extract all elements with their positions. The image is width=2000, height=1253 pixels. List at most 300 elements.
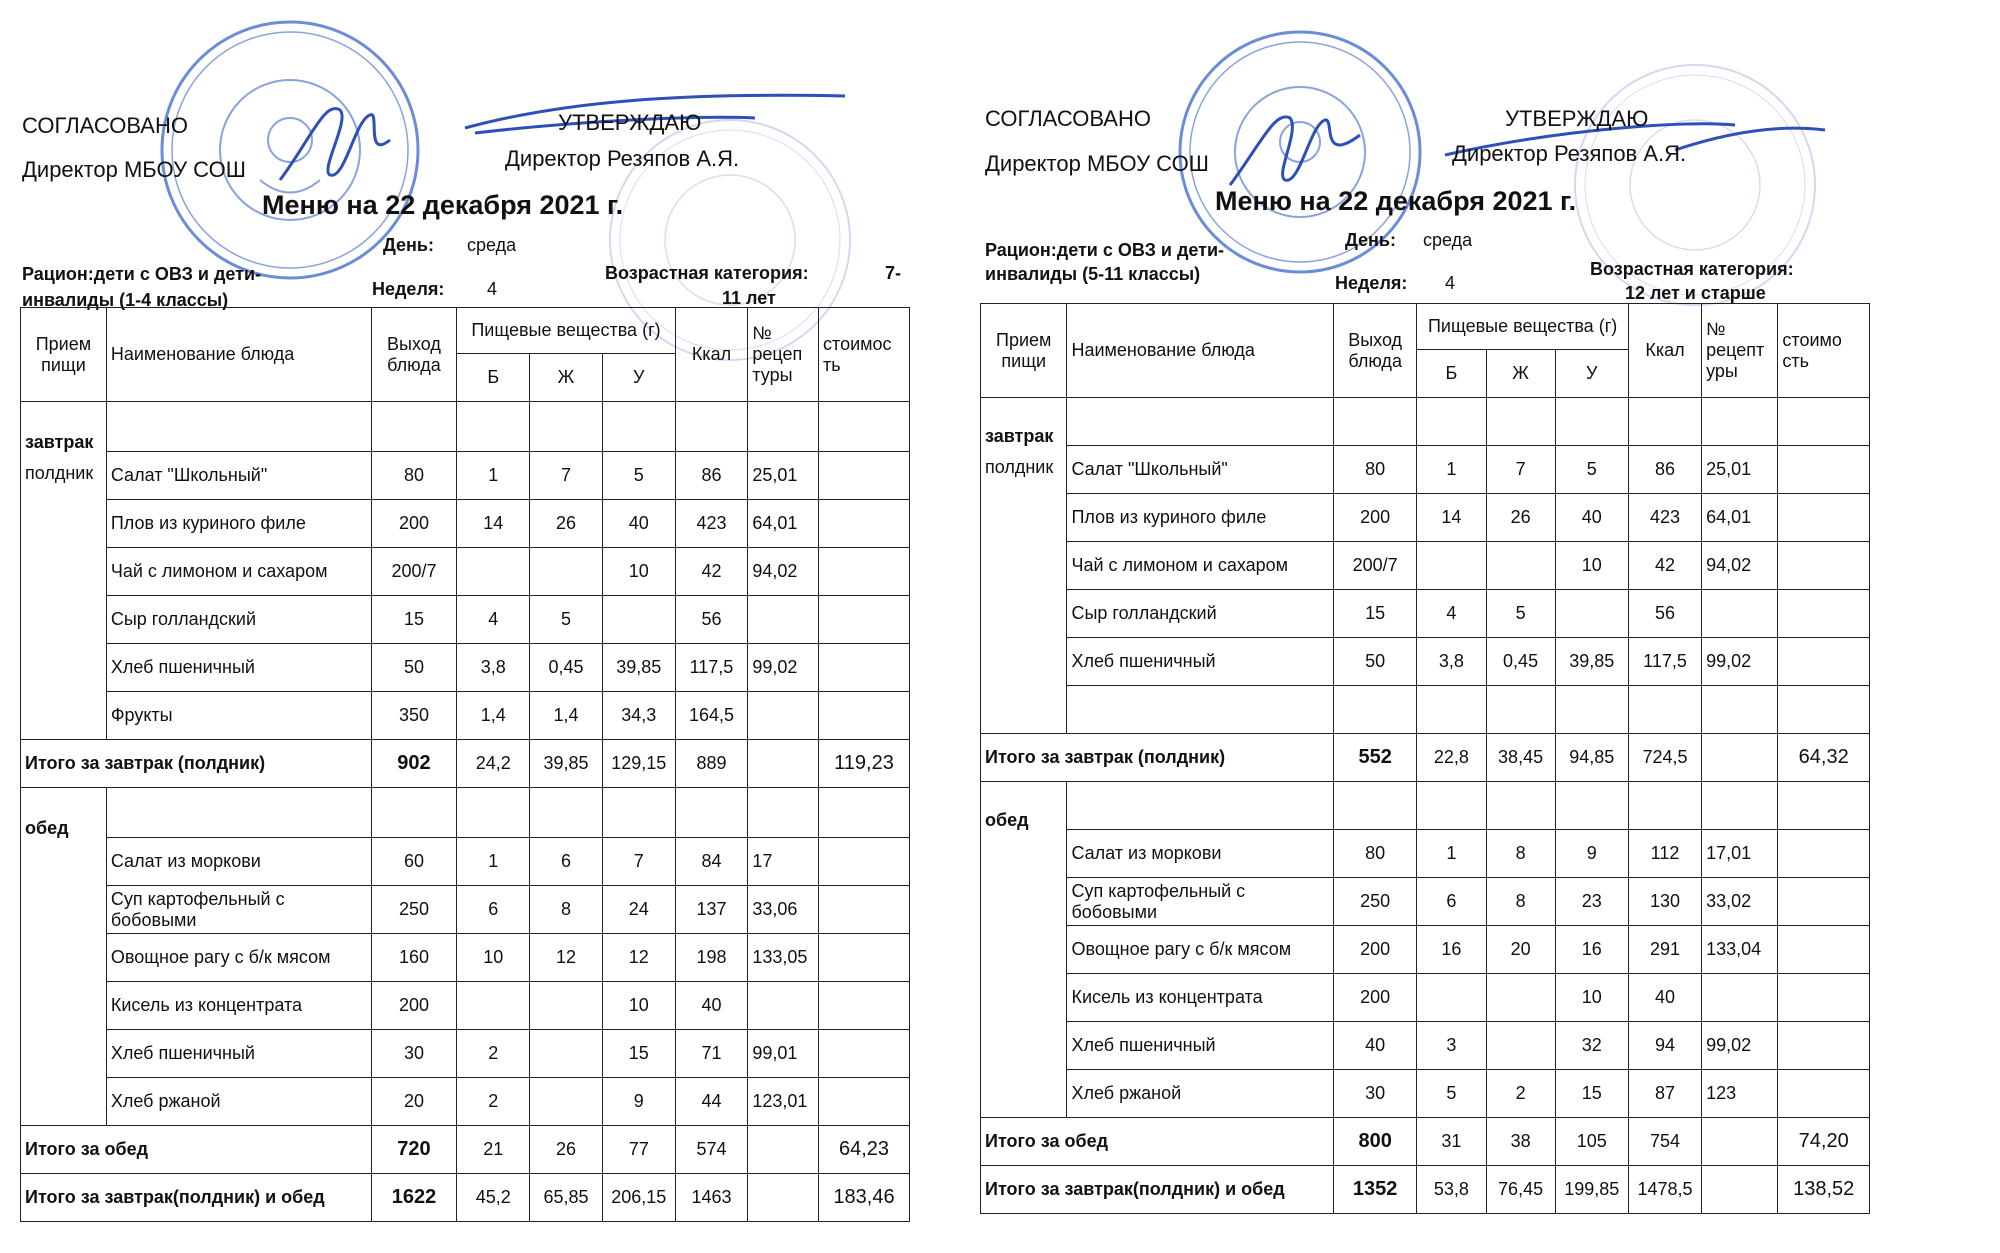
- dish-yield: 350: [371, 692, 457, 740]
- dish-row: [21, 596, 910, 644]
- dish-carbs: [602, 596, 675, 644]
- dish-cost: [819, 1030, 910, 1078]
- dish-yield: 15: [371, 596, 457, 644]
- dish-fat: 0,45: [530, 644, 603, 692]
- director-line: Директор Резяпов А.Я.: [1452, 141, 1687, 166]
- dish-carbs: 5: [1555, 446, 1628, 494]
- total-protein: 24,2: [457, 740, 530, 788]
- header-dish: Наименование блюда: [1067, 304, 1333, 398]
- meal-label: [21, 788, 107, 1126]
- total-carbs: 105: [1555, 1118, 1628, 1166]
- dish-carbs: [1555, 686, 1628, 734]
- dish-cost: [819, 838, 910, 886]
- dish-kcal: 137: [675, 886, 748, 934]
- empty-cell: [819, 788, 910, 838]
- week-value: 4: [1445, 273, 1456, 293]
- empty-cell: [1628, 398, 1701, 446]
- empty-cell: [675, 402, 748, 452]
- dish-name: Хлеб пшеничный: [1067, 1022, 1333, 1070]
- dish-protein: 5: [1417, 1070, 1486, 1118]
- dish-row: [981, 1070, 1870, 1118]
- dish-row: [21, 644, 910, 692]
- dish-yield: 15: [1333, 590, 1416, 638]
- total-label: Итого за обед: [21, 1126, 372, 1174]
- dish-protein: 6: [457, 886, 530, 934]
- empty-cell: [530, 402, 603, 452]
- dish-carbs: 10: [602, 982, 675, 1030]
- approve-label: УТВЕРЖДАЮ: [558, 110, 702, 135]
- header-yield: Выход блюда: [371, 308, 457, 402]
- empty-cell: [1067, 782, 1333, 830]
- dish-kcal: 87: [1628, 1070, 1701, 1118]
- dish-name: Суп картофельный с бобовыми: [106, 886, 371, 934]
- dish-recipe: [748, 692, 819, 740]
- approve-label: УТВЕРЖДАЮ: [1505, 106, 1649, 131]
- empty-cell: [1333, 398, 1416, 446]
- dish-kcal: 44: [675, 1078, 748, 1126]
- header-nutrients: Пищевые вещества (г): [1417, 304, 1629, 350]
- dish-fat: 0,45: [1486, 638, 1555, 686]
- total-label: Итого за обед: [981, 1118, 1334, 1166]
- empty-cell: [602, 402, 675, 452]
- dish-kcal: 117,5: [1628, 638, 1701, 686]
- dish-name: Хлеб пшеничный: [106, 1030, 371, 1078]
- section-row: [981, 398, 1870, 446]
- empty-cell: [602, 788, 675, 838]
- dish-yield: 60: [371, 838, 457, 886]
- dish-row: [21, 982, 910, 1030]
- total-recipe: [1702, 1166, 1778, 1214]
- dish-kcal: 56: [1628, 590, 1701, 638]
- total-label: Итого за завтрак (полдник): [981, 734, 1334, 782]
- dish-protein: 4: [1417, 590, 1486, 638]
- dish-protein: 10: [457, 934, 530, 982]
- header-meal: Прием пищи: [981, 304, 1067, 398]
- empty-cell: [1067, 398, 1333, 446]
- total-row: [21, 1126, 910, 1174]
- dish-yield: 200: [371, 982, 457, 1030]
- dish-carbs: 39,85: [602, 644, 675, 692]
- dish-carbs: 16: [1555, 926, 1628, 974]
- dish-recipe: 64,01: [748, 500, 819, 548]
- empty-cell: [371, 402, 457, 452]
- dish-recipe: 94,02: [1702, 542, 1778, 590]
- dish-row: [981, 878, 1870, 926]
- dish-row: [21, 1030, 910, 1078]
- dish-yield: 30: [1333, 1070, 1416, 1118]
- dish-row: [981, 638, 1870, 686]
- header-cost: стоимос ть: [819, 308, 910, 402]
- total-protein: 31: [1417, 1118, 1486, 1166]
- dish-protein: 14: [1417, 494, 1486, 542]
- dish-row: [21, 838, 910, 886]
- dish-yield: [1333, 686, 1416, 734]
- total-cost: 74,20: [1778, 1118, 1870, 1166]
- empty-cell: [1486, 398, 1555, 446]
- total-recipe: [1702, 734, 1778, 782]
- total-row: [981, 1118, 1870, 1166]
- dish-fat: 8: [530, 886, 603, 934]
- dish-fat: 7: [1486, 446, 1555, 494]
- total-carbs: 94,85: [1555, 734, 1628, 782]
- dish-yield: 50: [371, 644, 457, 692]
- empty-cell: [1486, 782, 1555, 830]
- approver-line: Директор МБОУ СОШ: [22, 157, 246, 182]
- total-recipe: [748, 1174, 819, 1222]
- total-fat: 38: [1486, 1118, 1555, 1166]
- dish-name: [1067, 686, 1333, 734]
- header-u: У: [1555, 350, 1628, 398]
- week-label: Неделя:: [372, 279, 445, 299]
- dish-protein: [1417, 542, 1486, 590]
- dish-kcal: 130: [1628, 878, 1701, 926]
- dish-fat: [530, 982, 603, 1030]
- dish-recipe: [1702, 590, 1778, 638]
- dish-name: Хлеб пшеничный: [1067, 638, 1333, 686]
- section-row: [21, 788, 910, 838]
- dish-row: [981, 494, 1870, 542]
- dish-carbs: 5: [602, 452, 675, 500]
- total-kcal: 574: [675, 1126, 748, 1174]
- total-carbs: 206,15: [602, 1174, 675, 1222]
- dish-name: Фрукты: [106, 692, 371, 740]
- total-fat: 65,85: [530, 1174, 603, 1222]
- meal-label: [21, 402, 107, 740]
- dish-yield: 40: [1333, 1022, 1416, 1070]
- dish-kcal: 86: [675, 452, 748, 500]
- dish-recipe: 64,01: [1702, 494, 1778, 542]
- dish-protein: 2: [457, 1030, 530, 1078]
- dish-protein: [1417, 974, 1486, 1022]
- empty-cell: [1702, 782, 1778, 830]
- week-value: 4: [487, 279, 498, 299]
- menu-table: [980, 303, 1870, 1214]
- dish-yield: 80: [1333, 830, 1416, 878]
- total-yield: 800: [1333, 1118, 1416, 1166]
- dish-protein: 1: [457, 452, 530, 500]
- age-label: Возрастная категория:: [1590, 259, 1794, 279]
- dish-protein: [1417, 686, 1486, 734]
- ration-line2: инвалиды (5-11 классы): [985, 264, 1201, 284]
- dish-cost: [819, 692, 910, 740]
- dish-fat: 2: [1486, 1070, 1555, 1118]
- dish-carbs: 39,85: [1555, 638, 1628, 686]
- dish-kcal: 112: [1628, 830, 1701, 878]
- dish-recipe: 33,02: [1702, 878, 1778, 926]
- header-row: [981, 304, 1870, 350]
- dish-kcal: 40: [675, 982, 748, 1030]
- dish-cost: [1778, 974, 1870, 1022]
- dish-cost: [1778, 830, 1870, 878]
- dish-fat: [1486, 686, 1555, 734]
- total-yield: 902: [371, 740, 457, 788]
- dish-recipe: 94,02: [748, 548, 819, 596]
- total-recipe: [1702, 1118, 1778, 1166]
- dish-cost: [1778, 1022, 1870, 1070]
- header-recipe: № рецепт уры: [1702, 304, 1778, 398]
- total-cost: 64,23: [819, 1126, 910, 1174]
- dish-kcal: 164,5: [675, 692, 748, 740]
- empty-cell: [457, 402, 530, 452]
- dish-name: Хлеб ржаной: [106, 1078, 371, 1126]
- dish-protein: 16: [1417, 926, 1486, 974]
- dish-yield: 200/7: [1333, 542, 1416, 590]
- dish-carbs: 34,3: [602, 692, 675, 740]
- total-protein: 21: [457, 1126, 530, 1174]
- dish-yield: 20: [371, 1078, 457, 1126]
- dish-row: [21, 452, 910, 500]
- day-value: среда: [1423, 230, 1473, 250]
- empty-cell: [1555, 782, 1628, 830]
- dish-carbs: 9: [602, 1078, 675, 1126]
- dish-carbs: 10: [602, 548, 675, 596]
- header-row: [21, 308, 910, 354]
- dish-name: Плов из куриного филе: [106, 500, 371, 548]
- empty-cell: [106, 402, 371, 452]
- empty-cell: [530, 788, 603, 838]
- age-label: Возрастная категория:: [605, 263, 809, 283]
- dish-carbs: 40: [602, 500, 675, 548]
- dish-protein: 1: [1417, 830, 1486, 878]
- dish-cost: [819, 500, 910, 548]
- total-protein: 45,2: [457, 1174, 530, 1222]
- dish-carbs: 15: [602, 1030, 675, 1078]
- dish-protein: 3,8: [457, 644, 530, 692]
- dish-protein: 14: [457, 500, 530, 548]
- total-yield: 1352: [1333, 1166, 1416, 1214]
- dish-yield: 80: [1333, 446, 1416, 494]
- total-recipe: [748, 1126, 819, 1174]
- total-fat: 76,45: [1486, 1166, 1555, 1214]
- empty-cell: [1333, 782, 1416, 830]
- dish-cost: [1778, 446, 1870, 494]
- dish-carbs: [1555, 590, 1628, 638]
- dish-fat: 6: [530, 838, 603, 886]
- dish-recipe: [1702, 686, 1778, 734]
- dish-carbs: 10: [1555, 542, 1628, 590]
- dish-row: [21, 692, 910, 740]
- dish-row: [981, 686, 1870, 734]
- dish-carbs: 32: [1555, 1022, 1628, 1070]
- dish-kcal: 71: [675, 1030, 748, 1078]
- dish-cost: [819, 886, 910, 934]
- total-cost: 64,32: [1778, 734, 1870, 782]
- dish-fat: 12: [530, 934, 603, 982]
- dish-carbs: 9: [1555, 830, 1628, 878]
- dish-yield: 200: [371, 500, 457, 548]
- dish-kcal: 56: [675, 596, 748, 644]
- approved-label: СОГЛАСОВАНО: [985, 106, 1151, 131]
- dish-kcal: 84: [675, 838, 748, 886]
- dish-protein: [457, 982, 530, 1030]
- empty-cell: [457, 788, 530, 838]
- dish-row: [21, 500, 910, 548]
- dish-name: Плов из куриного филе: [1067, 494, 1333, 542]
- dish-fat: [530, 1078, 603, 1126]
- dish-protein: 1,4: [457, 692, 530, 740]
- dish-kcal: 198: [675, 934, 748, 982]
- empty-cell: [106, 788, 371, 838]
- header-dish: Наименование блюда: [106, 308, 371, 402]
- total-kcal: 1463: [675, 1174, 748, 1222]
- dish-kcal: [1628, 686, 1701, 734]
- total-row: [981, 1166, 1870, 1214]
- empty-cell: [1628, 782, 1701, 830]
- total-row: [981, 734, 1870, 782]
- total-kcal: 889: [675, 740, 748, 788]
- dish-name: Салат из моркови: [1067, 830, 1333, 878]
- dish-fat: [1486, 542, 1555, 590]
- dish-fat: 8: [1486, 830, 1555, 878]
- dish-kcal: 423: [1628, 494, 1701, 542]
- dish-recipe: 99,02: [748, 644, 819, 692]
- age-value-a: 7-: [885, 263, 902, 283]
- dish-name: Салат "Школьный": [1067, 446, 1333, 494]
- total-yield: 1622: [371, 1174, 457, 1222]
- signature-icon: [1220, 90, 1370, 200]
- total-kcal: 754: [1628, 1118, 1701, 1166]
- dish-protein: [457, 548, 530, 596]
- dish-name: Кисель из концентрата: [1067, 974, 1333, 1022]
- dish-cost: [819, 548, 910, 596]
- meal-name-alt: полдник: [985, 457, 1054, 477]
- header-zh: Ж: [530, 354, 603, 402]
- dish-cost: [819, 452, 910, 500]
- meal-name: обед: [985, 810, 1029, 830]
- header-meal: Прием пищи: [21, 308, 107, 402]
- total-fat: 26: [530, 1126, 603, 1174]
- meal-name-alt: полдник: [25, 463, 94, 483]
- dish-name: Суп картофельный с бобовыми: [1067, 878, 1333, 926]
- menu-title: Меню на 22 декабря 2021 г.: [1215, 186, 1577, 216]
- total-yield: 552: [1333, 734, 1416, 782]
- dish-name: Салат "Школьный": [106, 452, 371, 500]
- total-kcal: 724,5: [1628, 734, 1701, 782]
- dish-yield: 250: [371, 886, 457, 934]
- header-u: У: [602, 354, 675, 402]
- section-row: [21, 402, 910, 452]
- dish-name: Кисель из концентрата: [106, 982, 371, 1030]
- ration-line1: Рацион:дети с ОВЗ и дети-: [985, 240, 1225, 260]
- meal-name: завтрак: [25, 432, 94, 452]
- dish-yield: 80: [371, 452, 457, 500]
- dish-row: [981, 590, 1870, 638]
- dish-row: [21, 1078, 910, 1126]
- empty-cell: [675, 788, 748, 838]
- dish-protein: 3,8: [1417, 638, 1486, 686]
- dish-row: [981, 830, 1870, 878]
- dish-recipe: 123: [1702, 1070, 1778, 1118]
- empty-cell: [1555, 398, 1628, 446]
- total-carbs: 77: [602, 1126, 675, 1174]
- dish-cost: [1778, 638, 1870, 686]
- dish-fat: 5: [1486, 590, 1555, 638]
- dish-protein: 1: [1417, 446, 1486, 494]
- dish-fat: 1,4: [530, 692, 603, 740]
- dish-kcal: 40: [1628, 974, 1701, 1022]
- meal-label: [981, 782, 1067, 1118]
- empty-cell: [371, 788, 457, 838]
- total-kcal: 1478,5: [1628, 1166, 1701, 1214]
- dish-row: [981, 446, 1870, 494]
- header-b: Б: [457, 354, 530, 402]
- day-label: День:: [383, 235, 434, 255]
- dish-yield: 160: [371, 934, 457, 982]
- ration-line1: Рацион:дети с ОВЗ и дети-: [22, 264, 262, 284]
- header-cost: стоимо сть: [1778, 304, 1870, 398]
- dish-protein: 3: [1417, 1022, 1486, 1070]
- dish-cost: [1778, 1070, 1870, 1118]
- dish-name: Овощное рагу с б/к мясом: [106, 934, 371, 982]
- approver-line: Директор МБОУ СОШ: [985, 151, 1209, 176]
- dish-cost: [1778, 542, 1870, 590]
- total-carbs: 129,15: [602, 740, 675, 788]
- dish-kcal: 291: [1628, 926, 1701, 974]
- menu-table: [20, 307, 910, 1222]
- header-nutrients: Пищевые вещества (г): [457, 308, 675, 354]
- day-value: среда: [467, 235, 517, 255]
- dish-name: Хлеб ржаной: [1067, 1070, 1333, 1118]
- dish-yield: 30: [371, 1030, 457, 1078]
- dish-carbs: 23: [1555, 878, 1628, 926]
- header-zh: Ж: [1486, 350, 1555, 398]
- dish-cost: [1778, 878, 1870, 926]
- empty-cell: [1417, 398, 1486, 446]
- menu-document-junior: [0, 0, 980, 1253]
- dish-row: [981, 974, 1870, 1022]
- empty-cell: [748, 402, 819, 452]
- dish-yield: 200: [1333, 494, 1416, 542]
- dish-cost: [1778, 590, 1870, 638]
- dish-carbs: 12: [602, 934, 675, 982]
- dish-carbs: 15: [1555, 1070, 1628, 1118]
- week-label: Неделя:: [1335, 273, 1408, 293]
- dish-fat: 26: [530, 500, 603, 548]
- dish-recipe: [748, 982, 819, 1030]
- meal-name: завтрак: [985, 426, 1054, 446]
- dish-yield: 200: [1333, 974, 1416, 1022]
- dish-name: Сыр голландский: [1067, 590, 1333, 638]
- dish-kcal: 117,5: [675, 644, 748, 692]
- dish-fat: [530, 1030, 603, 1078]
- dish-kcal: 42: [1628, 542, 1701, 590]
- dish-recipe: 33,06: [748, 886, 819, 934]
- dish-fat: 26: [1486, 494, 1555, 542]
- dish-protein: 2: [457, 1078, 530, 1126]
- dish-kcal: 86: [1628, 446, 1701, 494]
- menu-document-senior: [965, 0, 1945, 1253]
- signature-icon: [270, 80, 410, 200]
- header-kcal: Ккал: [675, 308, 748, 402]
- dish-carbs: 40: [1555, 494, 1628, 542]
- dish-fat: [530, 548, 603, 596]
- dish-fat: 8: [1486, 878, 1555, 926]
- dish-protein: 4: [457, 596, 530, 644]
- empty-cell: [1778, 782, 1870, 830]
- total-recipe: [748, 740, 819, 788]
- dish-yield: 200: [1333, 926, 1416, 974]
- age-value-b: 12 лет и старше: [1625, 283, 1766, 303]
- header-kcal: Ккал: [1628, 304, 1701, 398]
- dish-fat: 7: [530, 452, 603, 500]
- dish-yield: 50: [1333, 638, 1416, 686]
- total-fat: 38,45: [1486, 734, 1555, 782]
- dish-recipe: 25,01: [748, 452, 819, 500]
- dish-row: [21, 886, 910, 934]
- total-row: [21, 1174, 910, 1222]
- dish-carbs: 24: [602, 886, 675, 934]
- dish-recipe: [748, 596, 819, 644]
